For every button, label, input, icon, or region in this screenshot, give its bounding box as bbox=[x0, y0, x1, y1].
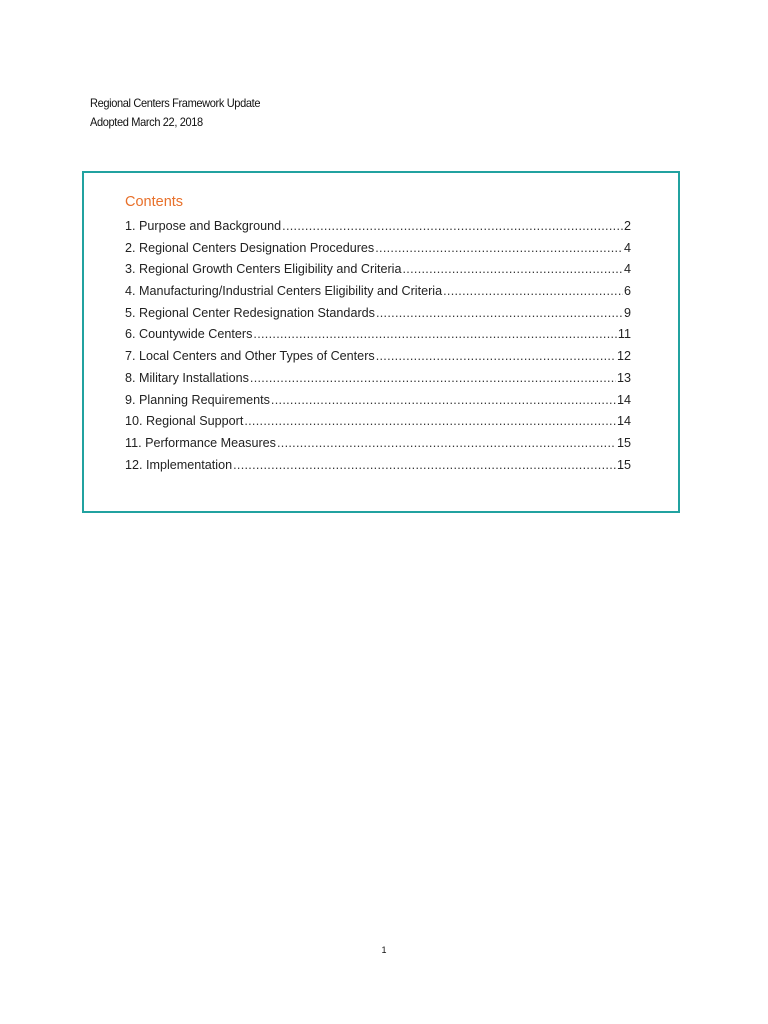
toc-entry-label: 7. Local Centers and Other Types of Centers bbox=[125, 349, 375, 364]
toc-list bbox=[125, 216, 631, 476]
toc-entry[interactable] bbox=[125, 368, 631, 390]
document-header bbox=[90, 94, 260, 132]
adoption-date: Adopted March 22, 2018 bbox=[90, 115, 203, 129]
toc-entry-page: 4 bbox=[623, 262, 631, 277]
toc-dot-leader bbox=[233, 455, 616, 477]
toc-entry-label: 2. Regional Centers Designation Procedures bbox=[125, 240, 375, 255]
toc-dot-leader bbox=[253, 324, 617, 346]
toc-entry-page: 9 bbox=[623, 305, 631, 320]
page-number: 1 bbox=[381, 945, 387, 955]
toc-entry-label: 1. Purpose and Background bbox=[125, 219, 282, 233]
toc-entry[interactable] bbox=[125, 455, 631, 477]
toc-entry-page: 14 bbox=[616, 414, 631, 429]
toc-dot-leader bbox=[375, 238, 623, 260]
toc-entry-page: 12 bbox=[616, 349, 631, 364]
toc-entry[interactable] bbox=[125, 390, 631, 412]
toc-entry[interactable] bbox=[125, 433, 631, 455]
toc-dot-leader bbox=[403, 259, 623, 281]
toc-dot-leader bbox=[376, 346, 616, 368]
toc-dot-leader bbox=[271, 390, 616, 412]
toc-entry-label: 10. Regional Support bbox=[125, 414, 244, 429]
toc-dot-leader bbox=[376, 303, 623, 325]
toc-dot-leader bbox=[244, 411, 616, 433]
toc-entry-page: 15 bbox=[616, 457, 631, 472]
toc-entry-label: 6. Countywide Centers bbox=[125, 327, 253, 342]
toc-entry[interactable] bbox=[125, 303, 631, 325]
toc-entry-label: 3. Regional Growth Centers Eligibility and Criteria bbox=[125, 262, 402, 277]
toc-entry-page: 4 bbox=[623, 240, 631, 255]
document-title: Regional Centers Framework Update bbox=[90, 96, 261, 110]
toc-heading: Contents bbox=[125, 194, 184, 210]
toc-entry-label: 4. Manufacturing/Industrial Centers Eligibility and Criteria bbox=[125, 284, 443, 299]
toc-dot-leader bbox=[443, 281, 623, 303]
toc-entry-page: 2 bbox=[623, 219, 631, 233]
toc-entry-label: 11. Performance Measures bbox=[125, 435, 276, 450]
toc-entry[interactable] bbox=[125, 259, 631, 281]
toc-entry-page: 13 bbox=[616, 370, 631, 385]
toc-dot-leader bbox=[282, 216, 623, 238]
toc-dot-leader bbox=[250, 368, 616, 390]
toc-entry-page: 15 bbox=[616, 435, 631, 450]
toc-entry-label: 8. Military Installations bbox=[125, 370, 249, 385]
toc-entry[interactable] bbox=[125, 346, 631, 368]
toc-entry-page: 11 bbox=[617, 327, 631, 342]
toc-entry-page: 14 bbox=[616, 392, 631, 407]
toc-entry-page: 6 bbox=[623, 284, 631, 299]
toc-entry-label: 9. Planning Requirements bbox=[125, 392, 270, 407]
toc-entry[interactable] bbox=[125, 238, 631, 260]
toc-dot-leader bbox=[277, 433, 616, 455]
toc-entry-label: 12. Implementation bbox=[125, 457, 233, 472]
toc-entry[interactable] bbox=[125, 281, 631, 303]
toc-entry[interactable] bbox=[125, 216, 631, 238]
toc-entry[interactable] bbox=[125, 411, 631, 433]
table-of-contents bbox=[82, 171, 680, 513]
toc-entry-label: 5. Regional Center Redesignation Standards bbox=[125, 305, 375, 320]
toc-entry[interactable] bbox=[125, 324, 631, 346]
